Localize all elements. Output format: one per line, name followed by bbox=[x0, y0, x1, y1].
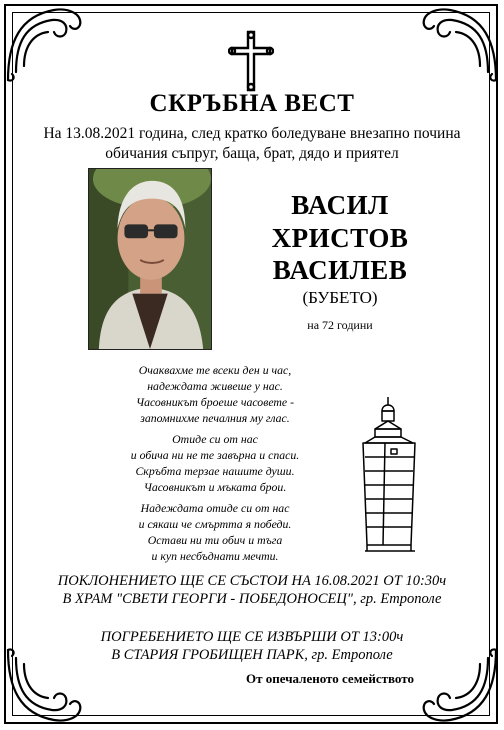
poem-line: надеждата живеше у нас. bbox=[147, 379, 283, 393]
deceased-photo bbox=[88, 168, 212, 350]
nickname: (БУБЕТО) bbox=[302, 288, 378, 307]
poem-line: Часовникът броеше часовете - bbox=[135, 395, 295, 409]
family-signature: От опечаленото семейството bbox=[246, 671, 414, 686]
poem-stanza-2 bbox=[110, 431, 320, 495]
poem-line: Остави ни ти обич и тъга bbox=[147, 533, 283, 547]
age-text: на 72 години bbox=[307, 318, 373, 332]
intro-text bbox=[30, 124, 474, 164]
intro-line: На 13.08.2021 година, след кратко боледуване внезапно почина bbox=[43, 125, 461, 142]
poem-line: Отиде си от нас bbox=[172, 432, 258, 446]
corner-ornament-top-right bbox=[418, 2, 502, 86]
corner-ornament-top-left bbox=[2, 2, 86, 86]
burial-announcement bbox=[20, 628, 484, 664]
poem-line: и куп несбъднати мечти. bbox=[151, 549, 279, 563]
ceremony-announcement bbox=[20, 572, 484, 608]
poem-line: запомнихме печалния му глас. bbox=[140, 411, 290, 425]
poem-line: Надеждата отиде си от нас bbox=[140, 501, 290, 515]
ceremony-line: ПОКЛОНЕНИЕТО ЩЕ СЕ СЪСТОИ НА 16.08.2021 ОТ 10:30ч bbox=[57, 573, 447, 589]
poem-line: Скръбта терзае нашите души. bbox=[135, 464, 295, 478]
last-name: ВАСИЛЕВ bbox=[272, 255, 408, 285]
burial-line: ПОГРЕБЕНИЕТО ЩЕ СЕ ИЗВЪРШИ ОТ 13:00ч bbox=[100, 629, 404, 645]
ceremony-line: В ХРАМ "СВЕТИ ГЕОРГИ - ПОБЕДОНОСЕЦ", гр. Етрополе bbox=[62, 591, 442, 607]
intro-line: обичания съпруг, баща, брат, дядо и приятел bbox=[105, 145, 399, 162]
poem-line: Часовникът и мъката брои. bbox=[143, 480, 287, 494]
notice-heading: СКРЪБНА ВЕСТ bbox=[149, 90, 355, 117]
burial-line: В СТАРИЯ ГРОБИЩЕН ПАРК, гр. Етрополе bbox=[111, 647, 393, 663]
middle-name: ХРИСТОВ bbox=[271, 223, 409, 253]
poem-line: и обича ни не те завърна и спаси. bbox=[130, 448, 300, 462]
poem-stanza-3 bbox=[110, 500, 320, 564]
clock-tower-icon bbox=[355, 395, 425, 555]
poem-line: и сякаш че смъртта я победи. bbox=[138, 517, 292, 531]
first-name: ВАСИЛ bbox=[291, 190, 389, 220]
poem-stanza-1 bbox=[110, 362, 320, 426]
orthodox-cross-icon bbox=[228, 30, 274, 92]
poem-line: Очаквахме те всеки ден и час, bbox=[138, 363, 292, 377]
